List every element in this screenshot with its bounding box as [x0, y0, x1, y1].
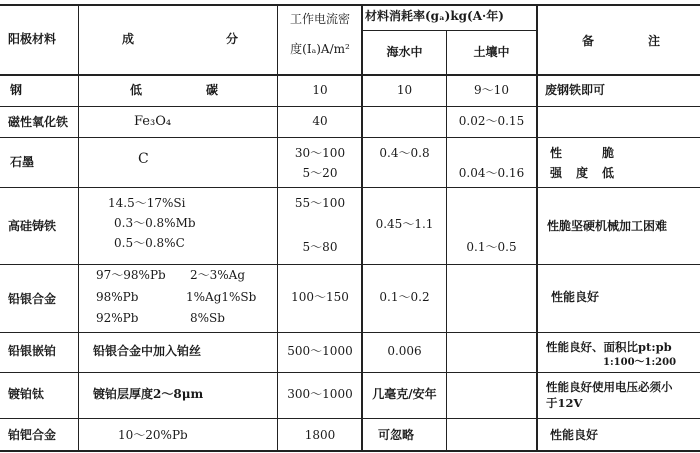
cell-composition: 10～20%Pb — [118, 428, 188, 442]
rule-header-bottom — [0, 74, 700, 76]
cell-material: 镀铂钛 — [8, 387, 45, 401]
cell-material: 石墨 — [10, 155, 35, 169]
cell-composition: 碳 — [206, 83, 219, 97]
cell-current-density: 300～1000 — [287, 387, 353, 401]
cell-current-density: 30～100 — [294, 146, 346, 160]
cell-remark: 脆 — [602, 146, 615, 160]
rule-row — [0, 372, 700, 373]
cell-composition: 8%Sb — [190, 311, 225, 325]
rule-row — [0, 418, 700, 419]
cell-seawater: 0.45～1.1 — [375, 217, 434, 231]
cell-remark: 强 — [550, 166, 563, 180]
cell-remark: 低 — [602, 166, 615, 180]
header-composition: 分 — [226, 32, 239, 46]
cell-composition: 1%Ag1%Sb — [186, 290, 257, 304]
header-composition: 成 — [122, 32, 135, 46]
cell-current-density: 40 — [312, 114, 328, 128]
cell-current-density: 10 — [312, 83, 328, 97]
cell-remark: 性脆坚硬机械加工困难 — [547, 219, 668, 233]
header-seawater: 海水中 — [386, 45, 423, 59]
cell-seawater: 几毫克/安年 — [372, 387, 437, 401]
header-anode-material: 阳极材料 — [8, 32, 57, 46]
rule-row — [0, 264, 700, 265]
header-remarks: 注 — [648, 34, 661, 48]
cell-remark: 于12V — [546, 396, 583, 410]
rule-row — [0, 332, 700, 333]
rule-col — [78, 4, 79, 452]
cell-composition: 铅银合金中加入铂丝 — [93, 344, 202, 358]
cell-composition: 0.3～0.8%Mb — [114, 216, 196, 230]
cell-remark: 度 — [576, 166, 589, 180]
cell-remark: 性能良好 — [551, 290, 600, 304]
rule-row — [0, 137, 700, 138]
rule-top — [0, 4, 700, 6]
cell-seawater: 10 — [396, 83, 413, 97]
cell-current-density: 5～80 — [302, 240, 338, 254]
cell-material: 铂钯合金 — [8, 428, 57, 442]
rule-bottom — [0, 450, 700, 452]
cell-current-density: 500～1000 — [287, 344, 353, 358]
cell-seawater: 0.006 — [387, 344, 422, 358]
cell-material: 高硅铸铁 — [8, 219, 57, 233]
cell-remark: 废钢铁即可 — [545, 83, 606, 97]
header-current-density: 度(Iₐ)A/m² — [290, 42, 350, 56]
cell-remark: 性 — [550, 146, 563, 160]
cell-current-density: 1800 — [304, 428, 336, 442]
cell-seawater: 可忽略 — [378, 428, 415, 442]
cell-composition: 97～98%Pb — [96, 268, 166, 282]
cell-composition: 0.5～0.8%C — [114, 236, 185, 250]
rule-col — [536, 4, 538, 452]
cell-material: 铅银合金 — [8, 292, 57, 306]
cell-composition: 镀铂层厚度2～8μm — [93, 387, 204, 401]
header-remarks: 备 — [582, 34, 595, 48]
cell-current-density: 55～100 — [294, 196, 346, 210]
cell-remark: 1:100～1:200 — [603, 357, 677, 368]
cell-composition: Fe₃O₄ — [134, 114, 172, 129]
cell-soil: 0.1～0.5 — [466, 240, 517, 254]
cell-composition: 98%Pb — [96, 290, 139, 304]
cell-soil: 0.04～0.16 — [458, 166, 525, 180]
rule-col — [277, 4, 278, 452]
cell-material: 铅银嵌铂 — [8, 344, 57, 358]
cell-composition: 92%Pb — [96, 311, 139, 325]
cell-seawater: 0.1～0.2 — [379, 290, 430, 304]
cell-soil: 9～10 — [474, 83, 509, 97]
header-current-density: 工作电流密 — [289, 12, 350, 26]
cell-current-density: 5～20 — [302, 166, 338, 180]
cell-composition: 2～3%Ag — [190, 268, 246, 282]
cell-seawater: 0.4～0.8 — [379, 146, 430, 160]
header-consumption: 材料消耗率(gₐ)kg(A·年) — [365, 9, 504, 23]
cell-current-density: 100～150 — [291, 290, 349, 304]
rule-row — [0, 187, 700, 188]
header-soil: 土壤中 — [473, 45, 510, 59]
cell-remark: 性能良好、面积比pt:pb — [546, 340, 672, 354]
cell-remark: 性能良好使用电压必须小 — [546, 380, 673, 394]
cell-material: 钢 — [10, 83, 23, 97]
cell-remark: 性能良好 — [550, 428, 599, 442]
rule-consumption-split — [362, 30, 537, 31]
cell-composition: 14.5～17%Si — [108, 196, 186, 210]
cell-composition: C — [138, 151, 149, 167]
cell-material: 磁性氧化铁 — [8, 115, 69, 129]
cell-composition: 低 — [130, 83, 143, 97]
cell-soil: 0.02～0.15 — [458, 114, 525, 128]
rule-row — [0, 106, 700, 107]
